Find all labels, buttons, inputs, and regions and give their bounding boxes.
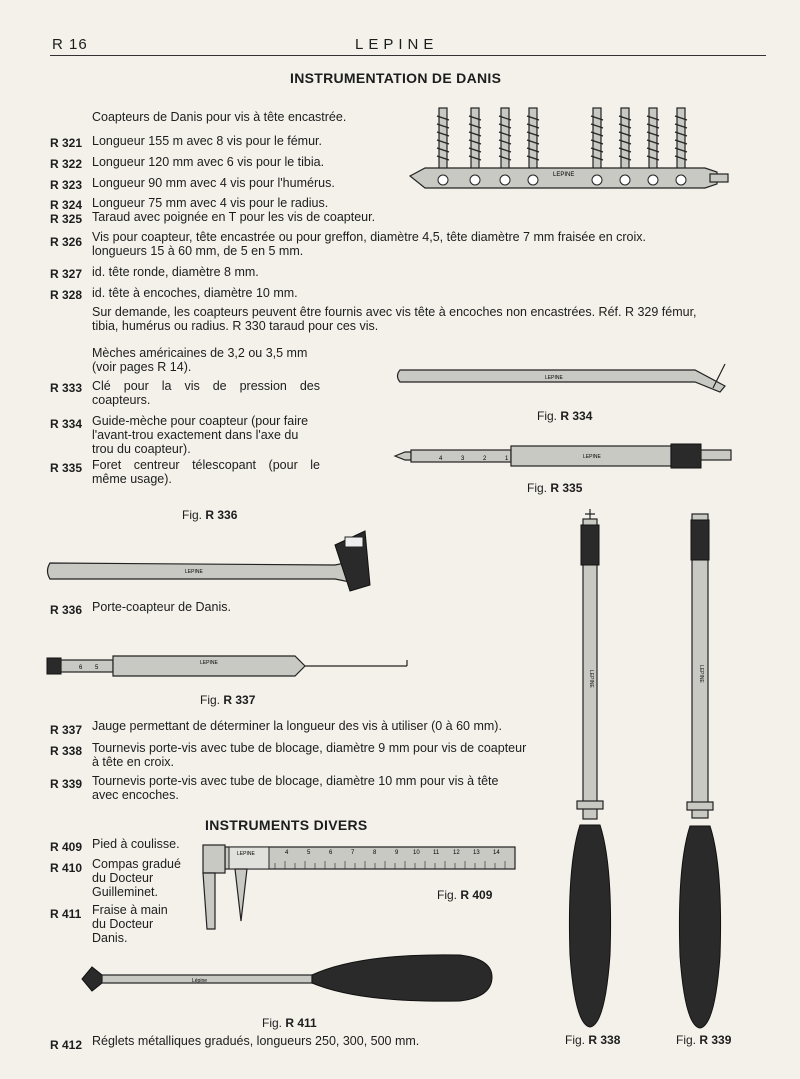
fig-r334-label: R 334	[560, 409, 593, 423]
fig-r339-illustration	[675, 510, 735, 1035]
coapteur-brand: LEPINE	[553, 172, 575, 178]
desc-r327: id. tête ronde, diamètre 8 mm.	[92, 265, 259, 279]
desc-r321: Longueur 155 m avec 8 vis pour le fémur.	[92, 134, 322, 148]
fig-r409-scale-6: 6	[329, 850, 333, 856]
fig-r339-brand: LEPINE	[698, 665, 704, 683]
ref-r339: R 339	[50, 777, 83, 791]
desc-r338-line2: à tête en croix.	[92, 755, 174, 769]
fig-r411-mark: Lépine	[192, 978, 208, 984]
desc-r409: Pied à coulisse.	[92, 837, 180, 851]
fig-r337-tick-6: 6	[79, 665, 83, 671]
desc-r338-line1: Tournevis porte-vis avec tube de blocage, diamètre 9 mm pour vis de coapteur	[92, 741, 527, 755]
fig-r339-prefix: Fig.	[676, 1033, 697, 1047]
fig-r335-tick-2: 2	[483, 456, 487, 462]
fig-r411-caption	[262, 1016, 317, 1030]
fig-r336-illustration	[45, 525, 375, 595]
ref-r327: R 327	[50, 267, 83, 281]
desc-r411-line2: du Docteur	[92, 917, 154, 931]
fig-r336-label: R 336	[205, 508, 238, 522]
fig-r337-caption	[200, 693, 255, 707]
fig-r337-brand: LEPINE	[200, 660, 218, 666]
fig-r409-brand: LEPINE	[237, 851, 255, 857]
note-line1: Sur demande, les coapteurs peuvent être fournis avec vis tête à encoches non encastrées. Réf. R 329 fémur,	[92, 305, 697, 319]
fig-r335-tick-3: 3	[461, 456, 465, 462]
fig-r337-prefix: Fig.	[200, 693, 221, 707]
desc-r339-line2: avec encoches.	[92, 788, 179, 802]
fig-r338-illustration	[565, 505, 625, 1035]
fig-r409-scale-14: 14	[493, 850, 500, 856]
fig-r409-scale-8: 8	[373, 850, 377, 856]
fig-r409-scale-13: 13	[473, 850, 480, 856]
fig-r409-caption	[437, 888, 492, 902]
desc-r326-line2: longueurs 15 à 60 mm, de 5 en 5 mm.	[92, 244, 304, 258]
fig-r334-caption	[537, 409, 592, 423]
desc-r410-line2: du Docteur	[92, 871, 154, 885]
ref-r337: R 337	[50, 723, 83, 737]
desc-r410-line3: Guilleminet.	[92, 885, 158, 899]
desc-r411-line1: Fraise à main	[92, 903, 168, 917]
fig-r337-label: R 337	[223, 693, 256, 707]
fig-r334-prefix: Fig.	[537, 409, 558, 423]
fig-r411-prefix: Fig.	[262, 1016, 283, 1030]
ref-r326: R 326	[50, 235, 83, 249]
fig-r335-brand: LEPINE	[583, 454, 601, 460]
desc-r337: Jauge permettant de déterminer la longueur des vis à utiliser (0 à 60 mm).	[92, 719, 502, 733]
fig-r409-scale-5: 5	[307, 850, 311, 856]
desc-r328: id. tête à encoches, diamètre 10 mm.	[92, 286, 298, 300]
desc-r335-line2: même usage).	[92, 472, 172, 486]
coapteur-illustration	[405, 100, 745, 200]
ref-r321: R 321	[50, 136, 83, 150]
desc-r325: Taraud avec poignée en T pour les vis de coapteur.	[92, 210, 376, 224]
desc-r324: Longueur 75 mm avec 4 vis pour le radius.	[92, 196, 329, 210]
ref-r323: R 323	[50, 178, 83, 192]
fig-r336-brand: LEPINE	[185, 569, 203, 575]
fig-r335-caption	[527, 481, 582, 495]
desc-r339-line1: Tournevis porte-vis avec tube de blocage, diamètre 10 mm pour vis à tête	[92, 774, 499, 788]
ref-r322: R 322	[50, 157, 83, 171]
fig-r334-brand: LEPINE	[545, 375, 563, 381]
desc-r334-line2: l'avant-trou exactement dans l'axe du	[92, 428, 299, 442]
desc-r326-line1: Vis pour coapteur, tête encastrée ou pour greffon, diamètre 4,5, tête diamètre 7 mm fraisée en croix.	[92, 230, 647, 244]
desc-r322: Longueur 120 mm avec 6 vis pour le tibia.	[92, 155, 325, 169]
fig-r338-brand: LEPINE	[588, 670, 594, 688]
ref-r336: R 336	[50, 603, 83, 617]
fig-r335-label: R 335	[550, 481, 583, 495]
fig-r409-scale-9: 9	[395, 850, 399, 856]
fig-r411-label: R 411	[285, 1016, 317, 1030]
desc-r411-line3: Danis.	[92, 931, 128, 945]
fig-r409-scale-10: 10	[413, 850, 420, 856]
desc-r410-line1: Compas gradué	[92, 857, 181, 871]
ref-r409: R 409	[50, 840, 83, 854]
fig-r335-illustration	[393, 438, 743, 468]
section-title-danis: INSTRUMENTATION DE DANIS	[290, 70, 502, 86]
fig-r336-prefix: Fig.	[182, 508, 203, 522]
page-number: R 16	[52, 36, 88, 53]
fig-r337-tick-5: 5	[95, 665, 99, 671]
fig-r409-prefix: Fig.	[437, 888, 458, 902]
fig-r336-caption	[182, 508, 237, 522]
ref-r411: R 411	[50, 907, 82, 921]
fig-r334-illustration	[395, 360, 735, 405]
ref-r338: R 338	[50, 744, 83, 758]
ref-r325: R 325	[50, 212, 83, 226]
fig-r339-caption	[676, 1033, 731, 1047]
fig-r339-label: R 339	[699, 1033, 732, 1047]
meches-line2: (voir pages R 14).	[92, 360, 192, 374]
fig-r409-scale-11: 11	[433, 850, 440, 856]
coapteur-screws	[437, 108, 687, 170]
fig-r409-scale-4: 4	[285, 850, 289, 856]
ref-r335: R 335	[50, 461, 83, 475]
meches-line1: Mèches américaines de 3,2 ou 3,5 mm	[92, 346, 308, 360]
ref-r333: R 333	[50, 381, 83, 395]
fig-r338-caption	[565, 1033, 620, 1047]
desc-r333-line1: Clé pour la vis de pression des	[92, 379, 320, 393]
note-line2: tibia, humérus ou radius. R 330 taraud pour ces vis.	[92, 319, 379, 333]
fig-r338-prefix: Fig.	[565, 1033, 586, 1047]
ref-r328: R 328	[50, 288, 83, 302]
fig-r338-label: R 338	[588, 1033, 621, 1047]
ref-r410: R 410	[50, 861, 83, 875]
section-title-divers: INSTRUMENTS DIVERS	[205, 817, 368, 833]
fig-r409-scale-7: 7	[351, 850, 355, 856]
coapteur-intro: Coapteurs de Danis pour vis à tête encastrée.	[92, 110, 347, 124]
fig-r335-tick-1: 1	[505, 456, 509, 462]
fig-r409-scale-12: 12	[453, 850, 460, 856]
desc-r334-line1: Guide-mèche pour coapteur (pour faire	[92, 414, 309, 428]
ref-r324: R 324	[50, 198, 83, 212]
desc-r336: Porte-coapteur de Danis.	[92, 600, 231, 614]
desc-r323: Longueur 90 mm avec 4 vis pour l'humérus.	[92, 176, 335, 190]
fig-r335-tick-4: 4	[439, 456, 443, 462]
fig-r411-illustration	[80, 945, 495, 1010]
fig-r409-label: R 409	[460, 888, 493, 902]
header-rule	[50, 55, 766, 56]
desc-r335-line1: Foret centreur télescopant (pour le	[92, 458, 320, 472]
ref-r412: R 412	[50, 1038, 83, 1052]
desc-r334-line3: trou du coapteur).	[92, 442, 191, 456]
brand-header: LEPINE	[355, 36, 439, 53]
fig-r337-illustration	[45, 652, 415, 682]
ref-r334: R 334	[50, 417, 83, 431]
desc-r333-line2: coapteurs.	[92, 393, 151, 407]
coapteur-plate	[410, 168, 717, 188]
desc-r412: Réglets métalliques gradués, longueurs 250, 300, 500 mm.	[92, 1034, 420, 1048]
fig-r335-prefix: Fig.	[527, 481, 548, 495]
